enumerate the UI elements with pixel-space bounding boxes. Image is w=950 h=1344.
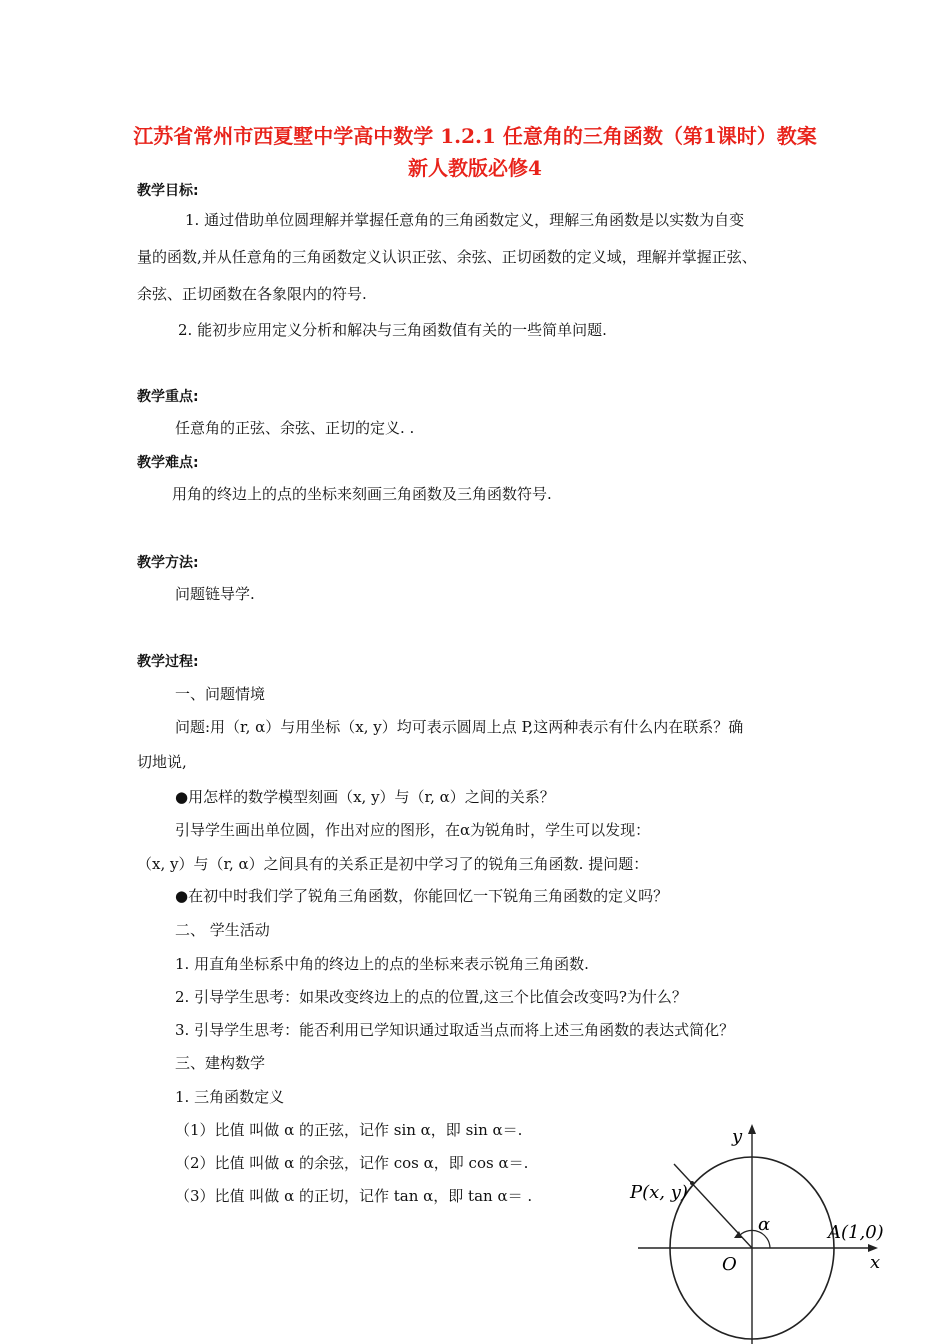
point-p: [690, 1181, 694, 1185]
key-heading: 教学重点:: [137, 389, 199, 405]
section-1-question-line2: 切地说,: [137, 753, 187, 771]
definition-tangent: （3）比值 叫做 α 的正切，记作 tan α，即 tan α＝ .: [175, 1187, 533, 1205]
section-3-definition-heading: 1. 三角函数定义: [175, 1088, 285, 1106]
definition-sine: （1）比值 叫做 α 的正弦，记作 sin α，即 sin α＝.: [175, 1121, 523, 1139]
section-1-relation: （x, y）与（r, α）之间具有的关系正是初中学习了的锐角三角函数. 提问题：: [137, 855, 649, 873]
y-label: y: [732, 1126, 743, 1147]
x-axis-arrow-icon: [868, 1244, 878, 1252]
goal-1-line1: 1. 通过借助单位圆理解并掌握任意角的三角函数定义，理解三角函数是以实数为自变: [185, 211, 745, 229]
difficulty-heading: 教学难点:: [137, 455, 199, 471]
goal-1-line3: 余弦、正切函数在各象限内的符号.: [137, 285, 367, 303]
section-1-guide: 引导学生画出单位圆，作出对应的图形，在α为锐角时，学生可以发现：: [175, 821, 651, 839]
y-axis-arrow-icon: [748, 1124, 756, 1134]
goal-1-line2: 量的函数,并从任意角的三角函数定义认识正弦、余弦、正切函数的定义域，理解并掌握正弦、: [137, 248, 757, 266]
goal-2: 2. 能初步应用定义分析和解决与三角函数值有关的一些简单问题.: [178, 321, 607, 339]
difficulty-text: 用角的终边上的点的坐标来刻画三角函数及三角函数符号.: [172, 485, 552, 503]
key-text: 任意角的正弦、余弦、正切的定义. .: [175, 419, 415, 437]
p-label: P(x, y): [630, 1182, 688, 1203]
section-1-question-line1: 问题:用（r, α）与用坐标（x, y）均可表示圆周上点 P,这两种表示有什么内在联系？确: [175, 718, 744, 736]
section-1-bullet-1: ●用怎样的数学模型刻画（x, y）与（r, α）之间的关系？: [175, 788, 555, 806]
section-2-item-1: 1. 用直角坐标系中角的终边上的点的坐标来表示锐角三角函数.: [175, 955, 589, 973]
section-2-item-2: 2. 引导学生思考：如果改变终边上的点的位置,这三个比值会改变吗?为什么？: [175, 988, 687, 1006]
document-title: 江苏省常州市西夏墅中学高中数学 1.2.1 任意角的三角函数（第1课时）教案 新人教版必修4: [133, 124, 817, 180]
section-1-bullet-2: ●在初中时我们学了锐角三角函数，你能回忆一下锐角三角函数的定义吗？: [175, 887, 669, 905]
unit-circle-figure: [620, 1120, 900, 1344]
section-2-title: 二、 学生活动: [175, 921, 270, 939]
a-label: A(1,0): [828, 1222, 884, 1243]
definition-cosine: （2）比值 叫做 α 的余弦，记作 cos α，即 cos α＝.: [175, 1154, 529, 1172]
goal-heading: 教学目标:: [137, 183, 199, 199]
section-2-item-3: 3. 引导学生思考：能否利用已学知识通过取适当点而将上述三角函数的表达式简化？: [175, 1021, 735, 1039]
process-heading: 教学过程:: [137, 654, 199, 670]
x-label: x: [870, 1252, 881, 1273]
method-heading: 教学方法:: [137, 555, 199, 571]
o-label: O: [722, 1254, 737, 1275]
method-text: 问题链导学.: [175, 585, 255, 603]
section-3-title: 三、建构数学: [175, 1054, 266, 1072]
section-1-title: 一、问题情境: [175, 685, 266, 703]
alpha-label: α: [758, 1214, 771, 1235]
